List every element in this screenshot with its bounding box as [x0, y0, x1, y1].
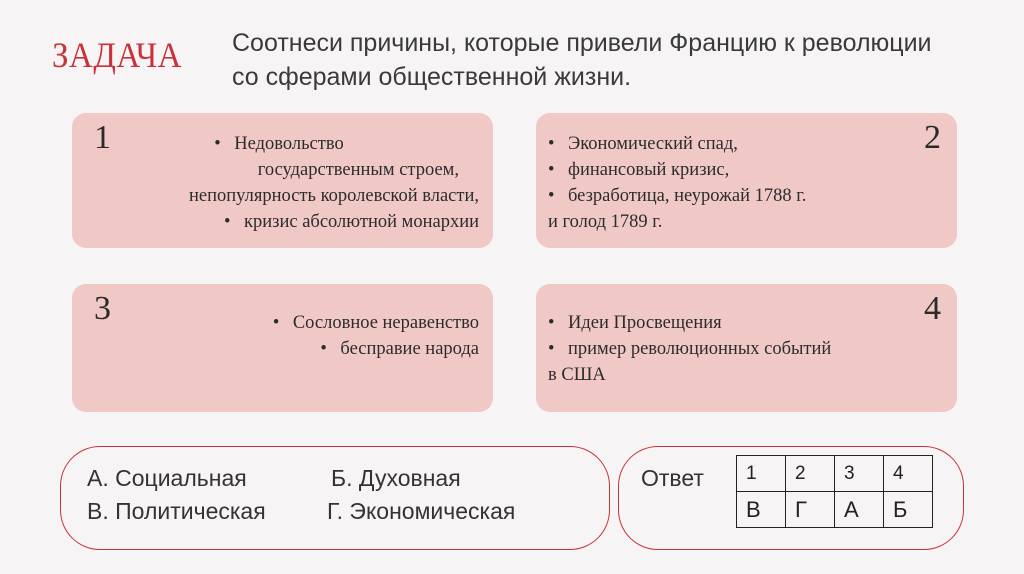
bullet-icon: • — [272, 313, 280, 333]
options-box — [60, 446, 610, 550]
reason-card-2 — [536, 113, 957, 248]
answer-label: Ответ — [641, 465, 704, 491]
answer-header-cell: 3 — [835, 456, 884, 492]
answer-header-cell: 1 — [737, 456, 786, 492]
card-line: в США — [548, 365, 606, 385]
option-a: А. Социальная — [87, 465, 247, 491]
answer-value-cell: В — [737, 492, 786, 528]
card-line: • Сословное неравенство — [119, 310, 479, 336]
card-line: государственным строем, — [257, 160, 459, 180]
card-lines — [79, 131, 479, 235]
answer-value-cell: Г — [786, 492, 835, 528]
card-lines — [548, 310, 928, 388]
card-number: 4 — [924, 290, 941, 327]
bullet-icon: • — [548, 134, 555, 154]
card-number: 1 — [94, 119, 111, 156]
card-line: • Идеи Просвещения — [548, 310, 928, 336]
bullet-icon: • — [214, 134, 221, 154]
reason-card-3 — [72, 284, 493, 412]
card-line: • Экономический спад, — [548, 131, 908, 157]
bullet-icon: • — [548, 160, 555, 180]
card-lines — [119, 310, 479, 362]
card-number: 2 — [924, 119, 941, 156]
card-line: • кризис абсолютной монархии — [79, 209, 479, 235]
answer-value-cell: А — [835, 492, 884, 528]
answer-box — [618, 446, 964, 550]
option-b: Б. Духовная — [331, 465, 461, 491]
bullet-icon: • — [548, 186, 555, 206]
card-line: • бесправие народа — [119, 336, 479, 362]
bullet-icon: • — [320, 339, 327, 359]
card-lines — [548, 131, 908, 235]
card-line: и голод 1789 г. — [548, 212, 663, 232]
bullet-icon: • — [224, 212, 231, 232]
task-question: Соотнеси причины, которые привели Францию к революции со сферами общественной жизни. — [232, 29, 932, 91]
reason-card-1 — [72, 113, 493, 248]
bullet-icon: • — [548, 339, 555, 359]
answer-value-cell: Б — [884, 492, 933, 528]
card-line: • пример революционных событий — [548, 336, 928, 362]
task-label: ЗАДАЧА — [52, 36, 182, 76]
card-line: • Недовольство — [79, 131, 479, 157]
option-v: В. Политическая — [87, 498, 266, 524]
card-line: • финансовый кризис, — [548, 157, 908, 183]
card-line: непопулярность королевской власти, — [189, 186, 479, 206]
answer-table — [736, 455, 933, 528]
card-line: • безработица, неурожай 1788 г. — [548, 183, 908, 209]
reason-card-4 — [536, 284, 957, 412]
answer-header-cell: 2 — [786, 456, 835, 492]
bullet-icon: • — [548, 313, 555, 333]
card-number: 3 — [94, 290, 111, 327]
option-g: Г. Экономическая — [327, 498, 516, 524]
answer-header-cell: 4 — [884, 456, 933, 492]
